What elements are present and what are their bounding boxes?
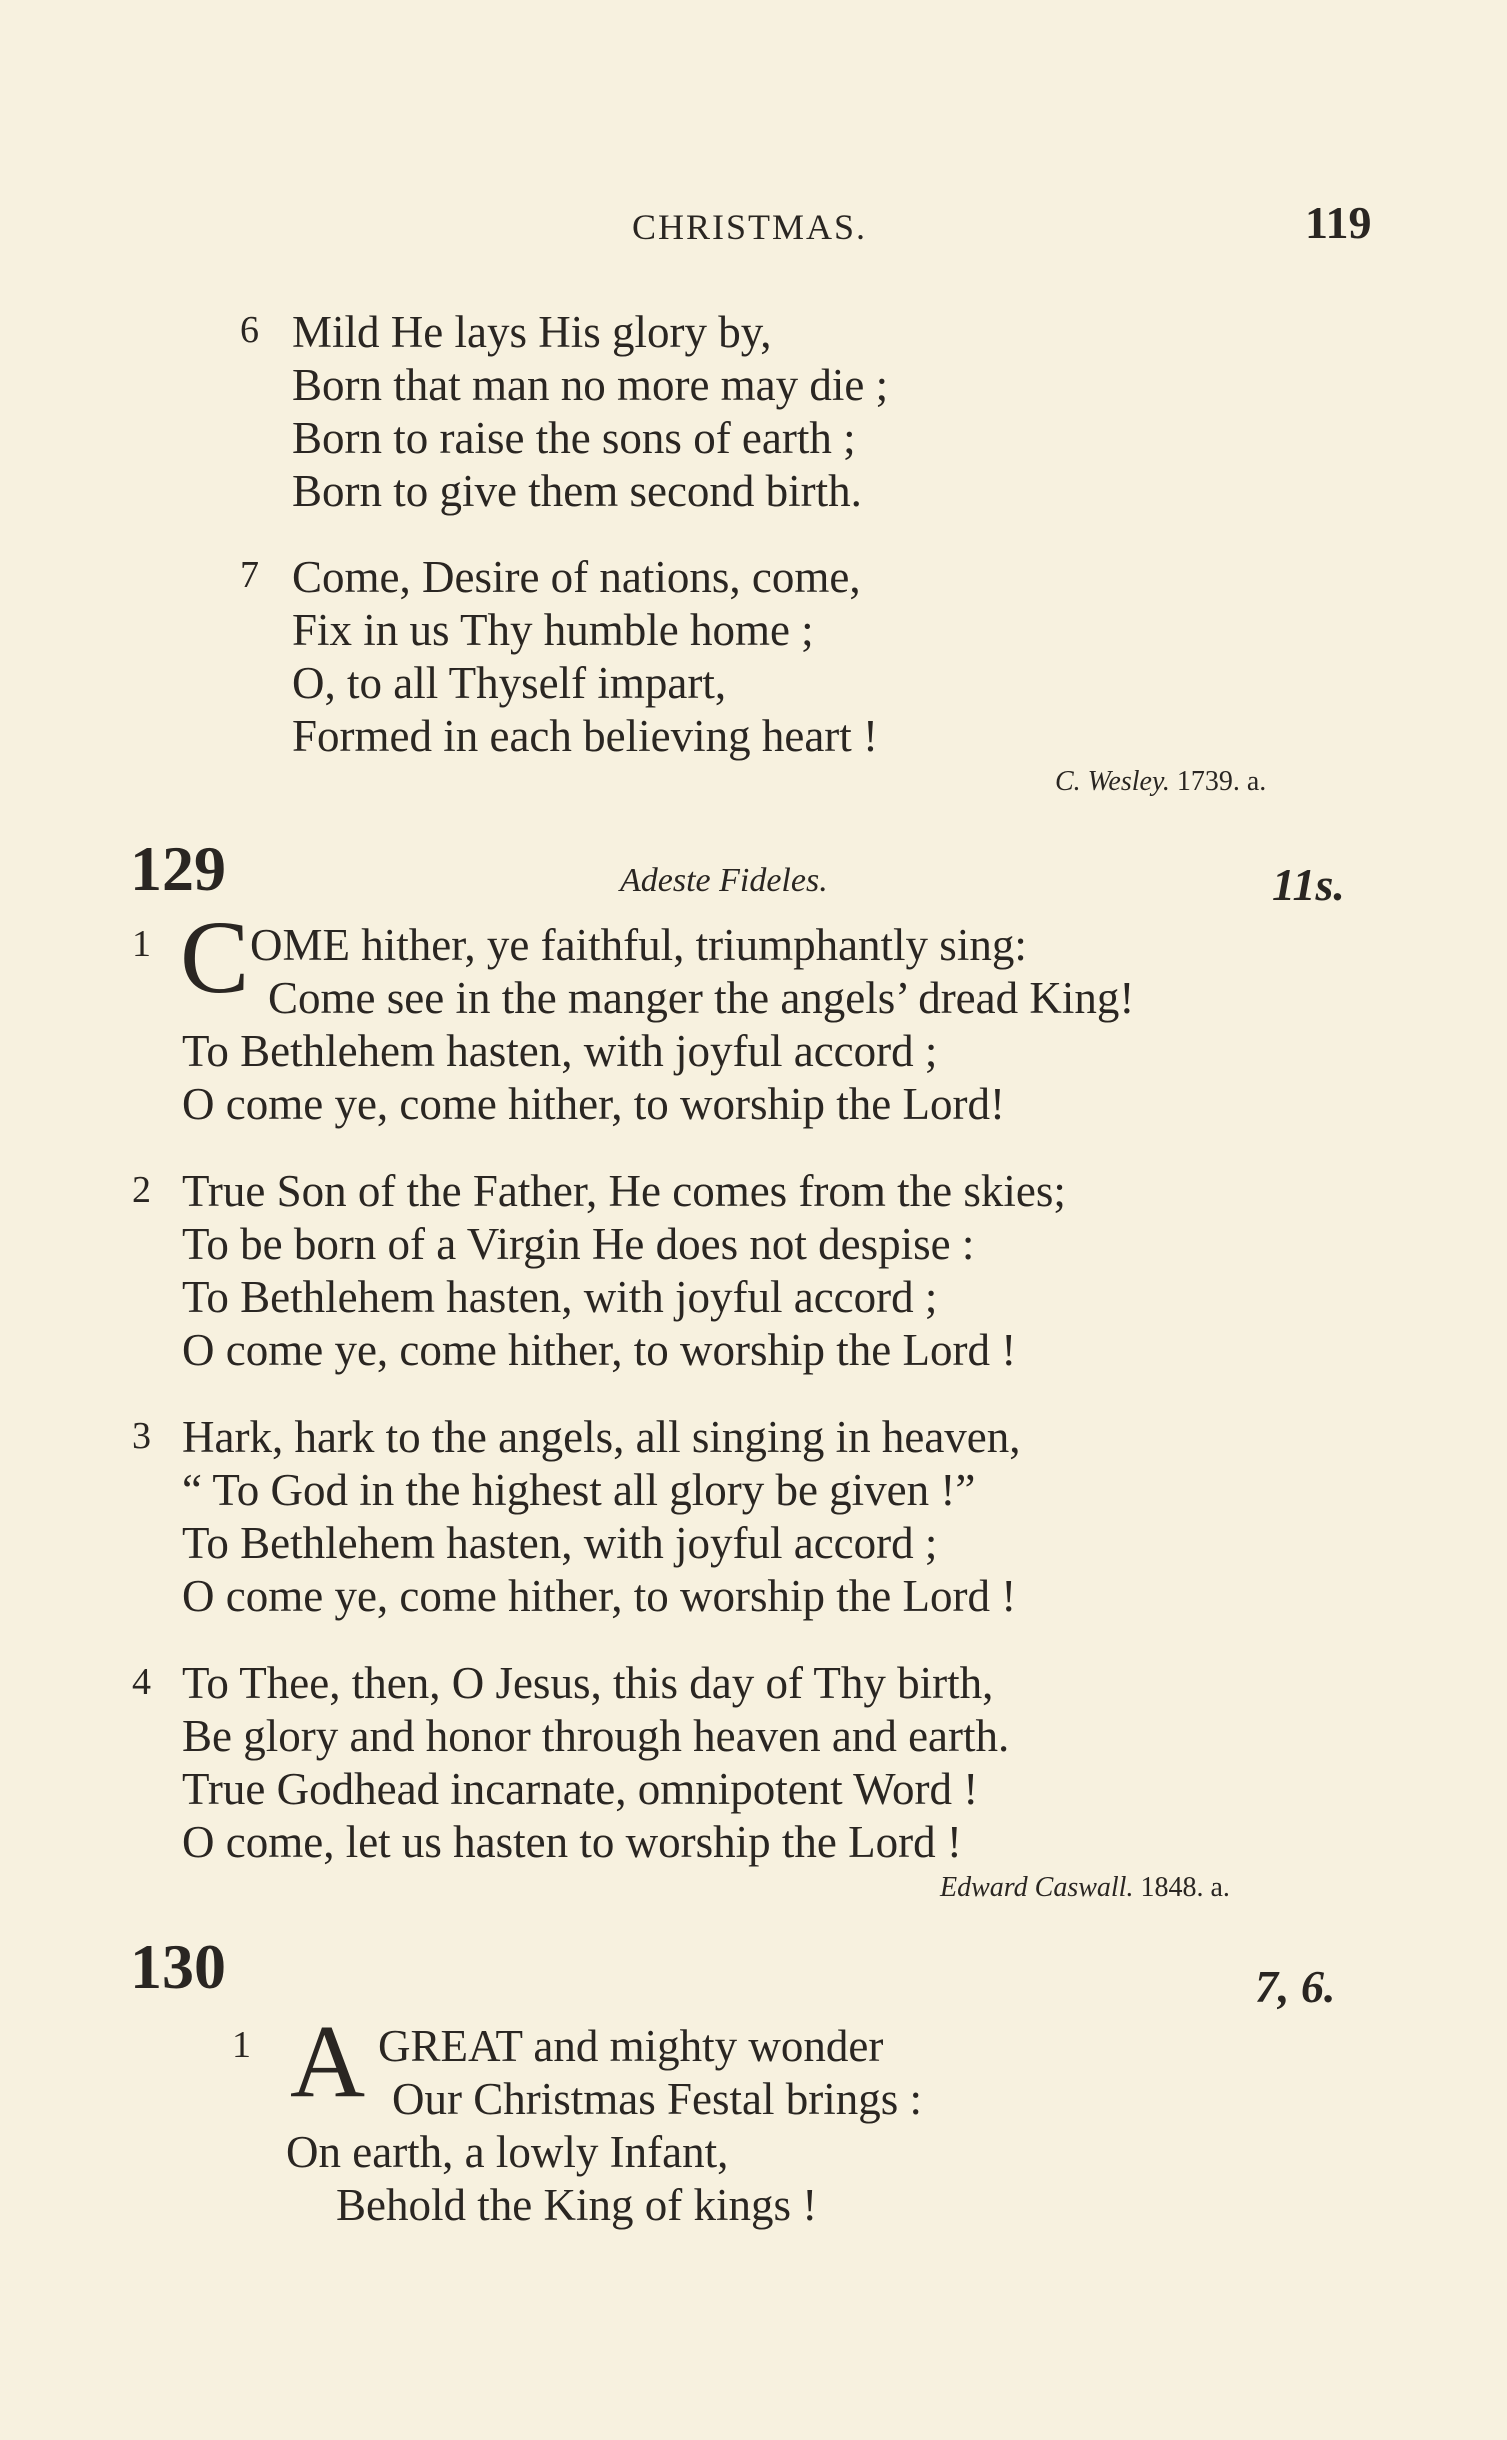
verse-line: Born to raise the sons of earth ; [292,413,856,463]
verse-line: To be born of a Virgin He does not despise : [182,1219,975,1269]
verse-line: True Son of the Father, He comes from the skies; [182,1166,1066,1216]
hymn-attribution [940,1872,1230,1904]
verse-line: Mild He lays His glory by, [292,307,772,357]
verse-number: 4 [132,1661,151,1703]
drop-cap-letter: C [180,900,250,1015]
verse-line: On earth, a lowly Infant, [286,2127,729,2177]
verse-line: Come, Desire of nations, come, [292,552,861,602]
verse-line: Be glory and honor through heaven and earth. [182,1711,1010,1761]
attribution-author: C. Wesley. [1055,766,1170,797]
verse-line: Come see in the manger the angels’ dread King! [268,973,1135,1023]
attribution-year: 1739. a. [1176,766,1267,797]
attribution-year: 1848. a. [1140,1872,1230,1903]
hymn-number: 130 [130,1931,226,2002]
hymn-meter: 11s. [1272,859,1345,910]
hymn-tune-name: Adeste Fideles. [620,862,828,899]
verse-number: 1 [232,2024,251,2066]
verse-line: O come ye, come hither, to worship the Lord ! [182,1571,1017,1621]
page-number: 119 [1305,197,1372,248]
hymn-number: 129 [130,833,226,904]
verse-line: To Bethlehem hasten, with joyful accord ; [182,1272,938,1322]
verse-number: 2 [132,1169,151,1211]
verse-line: Born that man no more may die ; [292,360,889,410]
running-header-title: CHRISTMAS. [632,207,868,247]
verse-number: 1 [132,923,151,965]
verse-line: True Godhead incarnate, omnipotent Word ! [182,1764,979,1814]
verse-line: Hark, hark to the angels, all singing in heaven, [182,1412,1021,1462]
verse-line: To Bethlehem hasten, with joyful accord ; [182,1518,938,1568]
verse-line: GREAT and mighty wonder [378,2021,884,2071]
verse-line: OME hither, ye faithful, triumphantly sing: [250,920,1027,970]
verse-line: Our Christmas Festal brings : [392,2074,922,2124]
verse-line: “ To God in the highest all glory be given !” [182,1465,976,1515]
verse-line: O come ye, come hither, to worship the Lord ! [182,1325,1017,1375]
verse-line: O come ye, come hither, to worship the Lord! [182,1079,1005,1129]
verse-line: To Bethlehem hasten, with joyful accord ; [182,1026,938,1076]
hymn-meter: 7, 6. [1255,1961,1336,2012]
verse-line: Born to give them second birth. [292,466,862,516]
attribution-author: Edward Caswall. [940,1872,1134,1903]
verse-line: O, to all Thyself impart, [292,658,727,708]
verse-line: Behold the King of kings ! [336,2180,818,2230]
drop-cap-letter: A [290,2004,366,2119]
verse-line: Fix in us Thy humble home ; [292,605,814,655]
verse-number: 6 [240,309,259,351]
verse-line: O come, let us hasten to worship the Lord ! [182,1817,962,1867]
verse-number: 3 [132,1415,151,1457]
verse-number: 7 [240,554,259,596]
hymn-attribution [1055,766,1266,798]
verse-line: To Thee, then, O Jesus, this day of Thy birth, [182,1658,994,1708]
verse-line: Formed in each believing heart ! [292,711,879,761]
